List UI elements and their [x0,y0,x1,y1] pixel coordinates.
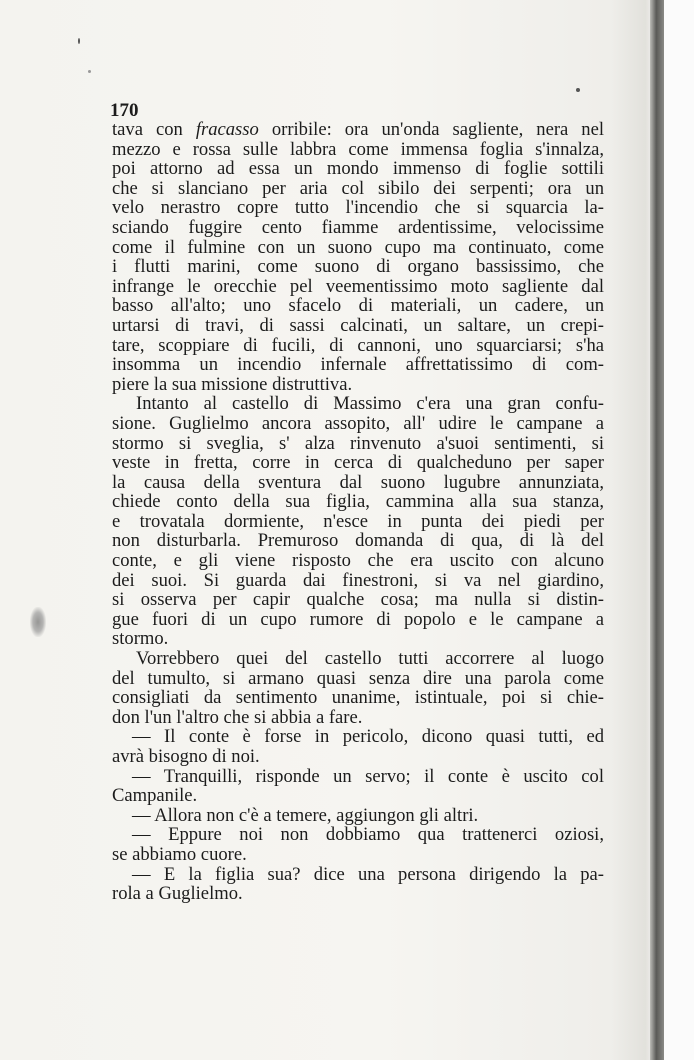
text-segment: insomma un incendio infernale affrettatissimo di com- [112,354,604,376]
text-segment: non disturbarla. Premuroso domanda di qua, di là del [112,530,604,552]
text-line [112,629,604,649]
text-line [112,336,604,356]
ink-speck [88,70,91,73]
text-segment: velo nerastro copre tutto l'incendio che si squarcia la- [112,197,604,219]
text-line [112,767,604,787]
text-line [112,140,604,160]
text-line [112,453,604,473]
text-segment: tava con [112,119,196,140]
text-line [112,531,604,551]
text-line [112,434,604,454]
text-segment: Intanto al castello di Massimo c'era una gran confu- [136,393,604,415]
text-segment: orribile: ora un'onda sagliente, nera nel [258,119,604,140]
text-segment: poi attorno ad essa un mondo immenso di foglie sottili [112,158,604,180]
text-segment: — Allora non c'è a temere, aggiungon gli altri. [132,804,479,826]
text-segment: don l'un l'altro che si abbia a fare. [112,706,363,728]
text-segment: — Tranquilli, risponde un servo; il conte è uscito col [132,765,604,787]
text-segment: se abbiamo cuore. [112,843,247,865]
text-line [112,708,604,728]
text-line [112,296,604,316]
text-segment: sione. Guglielmo ancora assopito, all' udire le campane a [112,412,604,434]
text-line [112,747,604,767]
text-line [112,610,604,630]
text-segment: gue fuori di un cupo rumore di popolo e le campane a [112,608,604,630]
text-line [112,786,604,806]
text-line [112,512,604,532]
text-line [112,473,604,493]
text-segment: Vorrebbero quei del castello tutti accorrere al luogo [136,648,604,670]
text-line [112,179,604,199]
text-line [112,277,604,297]
text-line [112,414,604,434]
page-outer-edge [664,0,694,1060]
text-segment: che si slanciano per aria col sibilo dei serpenti; ora un [112,177,604,199]
text-line [112,865,604,885]
text-line [112,571,604,591]
text-line [112,590,604,610]
text-segment: stormo. [112,628,169,650]
paper-stain [30,607,46,637]
text-segment: conte, e gli viene risposto che era uscito con alcuno [112,550,604,572]
text-line [112,375,604,395]
italic-word: fracasso [195,119,259,140]
text-segment: tare, scoppiare di fucili, di cannoni, uno squarciarsi; s'ha [112,334,604,356]
text-segment: — Eppure noi non dobbiamo qua trattenerci oziosi, [132,824,604,846]
text-line [112,394,604,414]
text-line [112,806,604,826]
text-segment: infrange le orecchie pel veementissimo moto sagliente dal [112,275,604,297]
text-line [112,120,604,140]
text-line [112,884,604,904]
text-segment: rola a Guglielmo. [112,883,243,905]
binding-shadow [650,0,664,1060]
text-segment: Campanile. [112,785,198,807]
text-segment: del tumulto, si armano quasi senza dire una parola come [112,667,604,689]
text-line [112,825,604,845]
text-segment: stormo si sveglia, s' alza rinvenuto a'suoi sentimenti, si [112,432,604,454]
ink-speck [576,88,580,92]
text-segment: veste in fretta, corre in cerca di qualcheduno per saper [112,452,604,474]
text-segment: i flutti marini, come suono di organo bassissimo, che [112,256,604,278]
text-segment: — E la figlia sua? dice una persona dirigendo la pa- [132,863,604,885]
text-segment: si osserva per capir qualche cosa; ma nulla si distin- [112,589,604,611]
body-text [112,120,604,904]
text-segment: avrà bisogno di noi. [112,746,260,767]
text-segment: la causa della sventura dal suono lugubre annunziata, [112,471,604,493]
text-line [112,257,604,277]
text-segment: mezzo e rossa sulle labbra come immensa foglia s'innalza, [112,138,604,160]
page-number: 170 [110,100,139,121]
text-line [112,218,604,238]
text-line [112,727,604,747]
text-segment: piere la sua missione distruttiva. [112,373,353,395]
text-segment: sciando fuggire cento fiamme ardentissime, velocissime [112,216,604,238]
text-line [112,159,604,179]
text-segment: come il fulmine con un suono cupo ma continuato, come [112,236,604,258]
text-segment: — Il conte è forse in pericolo, dicono quasi tutti, ed [132,726,604,748]
text-line [112,316,604,336]
ink-speck [78,38,80,44]
text-line [112,688,604,708]
text-segment: dei suoi. Si guarda dai finestroni, si va nel giardino, [112,569,604,591]
text-line [112,198,604,218]
text-segment: urtarsi di travi, di sassi calcinati, un saltare, un crepi- [112,314,604,336]
text-line [112,551,604,571]
text-segment: consigliati da sentimento unanime, istintuale, poi si chie- [112,687,604,709]
text-line [112,649,604,669]
text-segment: basso all'alto; uno sfacelo di materiali, un cadere, un [112,295,604,317]
text-line [112,355,604,375]
text-segment: e trovatala dormiente, n'esce in punta dei piedi per [112,510,604,532]
text-line [112,238,604,258]
text-line [112,669,604,689]
text-segment: chiede conto della sua figlia, cammina alla sua stanza, [112,491,604,513]
text-line [112,492,604,512]
text-line [112,845,604,865]
